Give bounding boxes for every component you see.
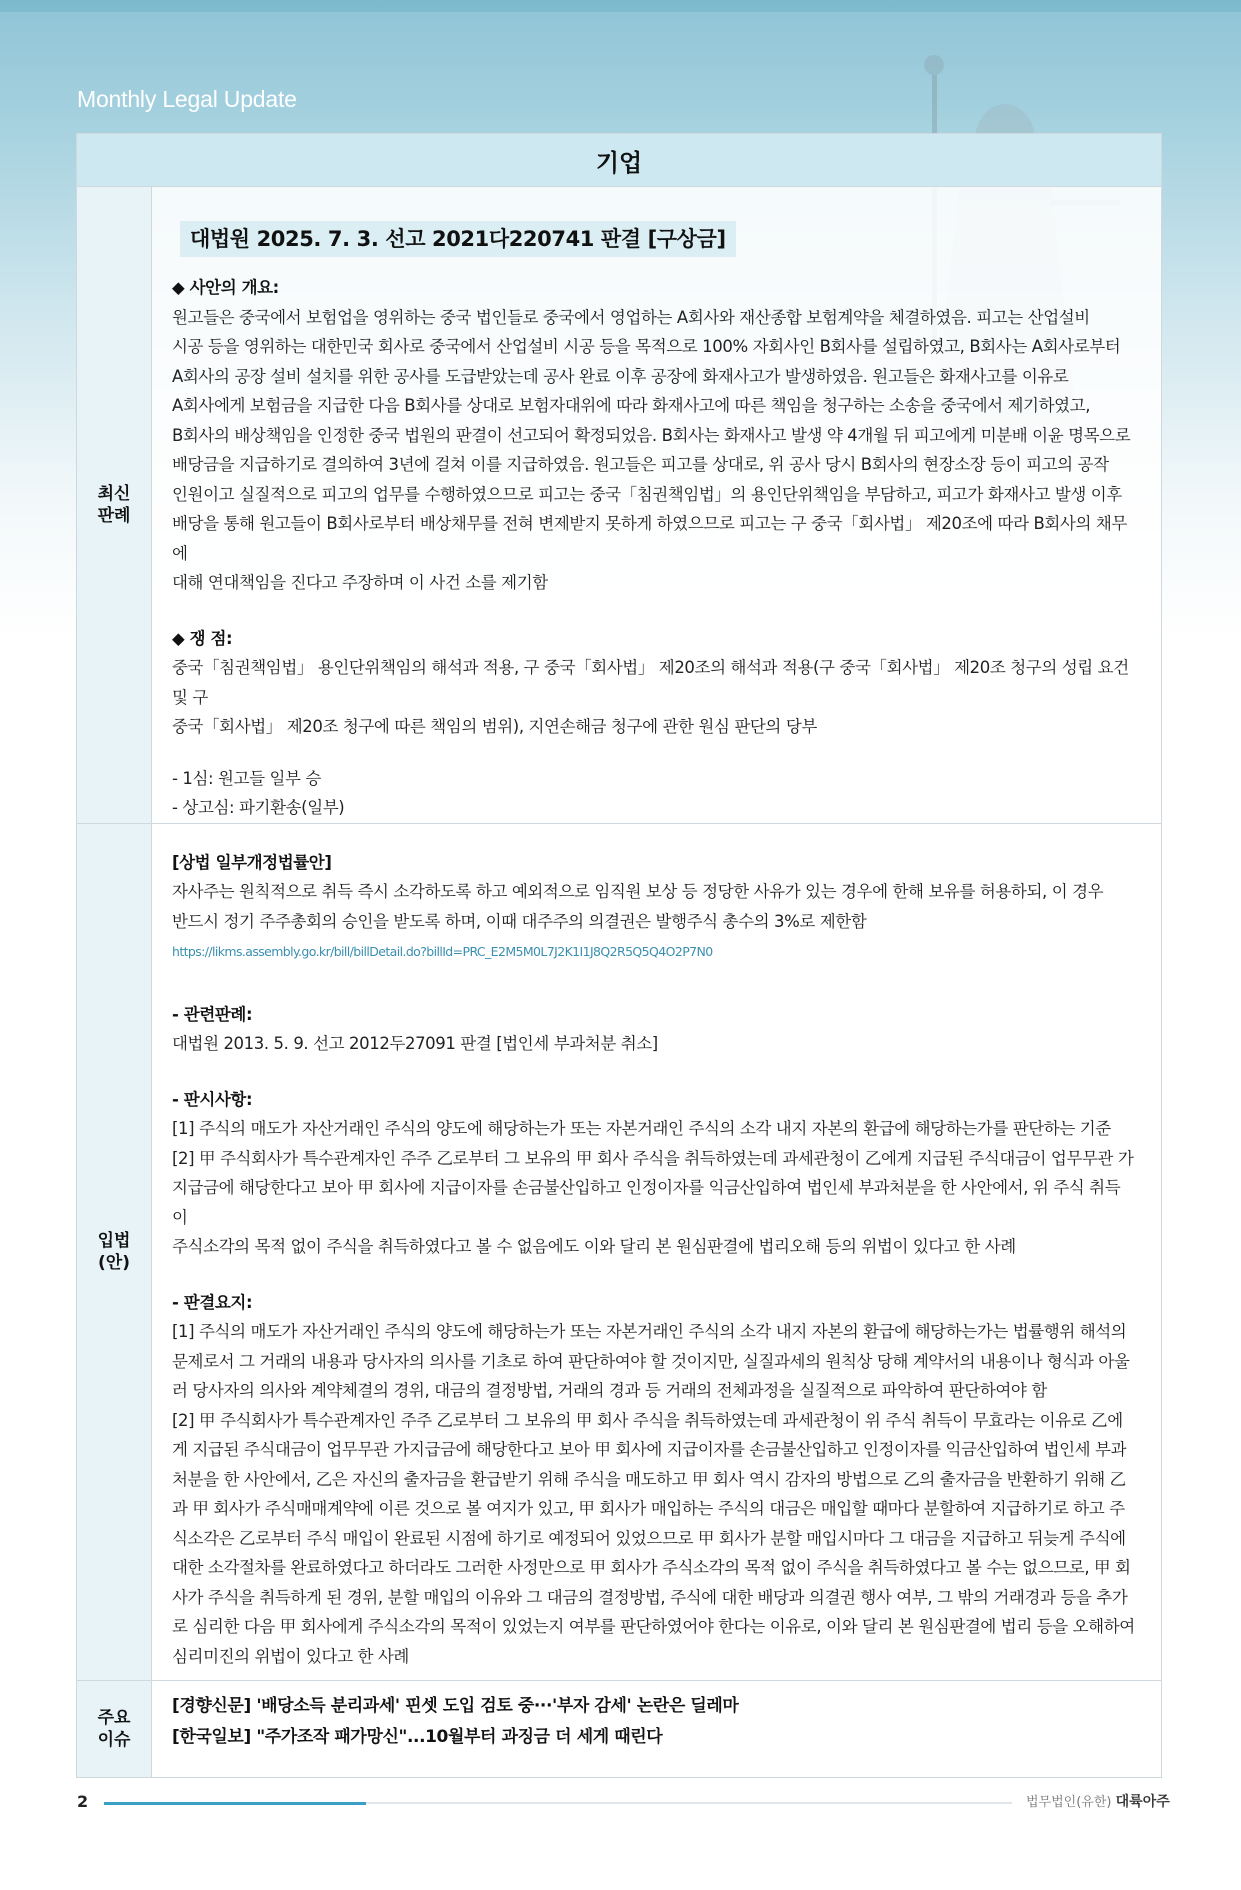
ruling-list [172,764,1135,823]
bill-title: [상법 일부개정법률안] [172,852,332,872]
summary-heading: ◆ 사안의 개요: [172,278,279,297]
ruling-appeal: - 상고심: 파기환송(일부) [172,798,345,817]
gist-heading: - 판결요지: [172,1292,253,1312]
related-case-heading: - 관련판례: [172,1004,253,1024]
legislation-content: [상법 일부개정법률안] 자사주는 원칙적으로 취득 즉시 소각하도록 하고 예외적으로 임직원 보상 등 정당한 사유가 있는 경우에 한해 보유를 허용하되, 이 경우 반드시 정기 주주총회의 승인을 받도록 하며, 이때 대주주의 의결권은 발행주식 총수의 3%로 제한함 https://likms.assembly.go.kr/bill/billDetail.do?billId=PRC_E2M5M0L7J2K1I1J8Q2R5Q5Q4O2P7N0 - 관련판례: 대법원 2013. 5. 9. 선고 2012두27091 판결 [법인세 부과처분 취소] - 판시사항: [1] 주식의 매도가 자산거래인 주식의 양도에 해당하는가 또는 자본거래인 주식의 소각 내지 자본의 환급에 해당하는가를 판단하는 기준 [2] 甲 주식회사가 특수관계자인 주주 乙로부터 그 보유의 甲 회사 주식을 취득하였는데 과세관청이 乙에게 지급된 주식대금이 업무무관 가 지급금에 해당한다고 보아 甲 회사에 지급이자를 손금불산입하고 인정이자를 익금산입하여 법인세 부과처분을 한 사안에서, 위 주식 취득이 주식소각의 목적 없이 주식을 취득하였다고 볼 수 없음에도 이와 달리 본 원심판결에 법리오해 등의 위법이 있다고 한 사례 - 판결요지: [1] 주식의 매도가 자산거래인 주식의 양도에 해당하는가 또는 자본거래인 주식의 소각 내지 자본의 환급에 해당하는가는 법률행위 해석의 문제로서 그 거래의 내용과 당사자의 의사를 기초로 하여 판단하여야 할 것이지만, 실질과세의 원칙상 당해 계약서의 내용이나 형식과 아울 러 당사자의 의사와 계약체결의 경위, 대금의 결정방법, 거래의 경과 등 거래의 전체과정을 실질적으로 파악하여 판단하여야 함 [2] 甲 주식회사가 특수관계자인 주주 乙로부터 그 보유의 甲 회사 주식을 취득하였는데 과세관청이 위 주식 취득이 무효라는 이유로 乙에 게 지급된 주식대금이 업무무관 가지급금에 해당한다고 보아 甲 회사에 지급이자를 손금불산입하고 인정이자를 익금산입하여 법인세 부과 처분을 한 사안에서, 乙은 자신의 출자금을 환급받기 위해 주식을 매도하고 甲 회사 역시 감자의 방법으로 乙의 출자금을 반환하기 위해 乙 과 甲 회사가 주식매매계약에 이른 것으로 볼 여지가 있고, 甲 회사가 매입하는 주식의 대금은 매입할 때마다 분할하여 지급하기로 하고 주 식소각은 乙로부터 주식 매입이 완료된 시점에 하기로 예정되어 있었으므로 甲 회사가 분할 매입시마다 그 대금을 지급하고 뒤늦게 주식에 대한 소각절차를 완료하였다고 하더라도 그러한 사정만으로 甲 회사가 주식소각의 목적 없이 주식을 취득하였다고 볼 수는 없으므로, 甲 회 사가 주식을 취득하게 된 경위, 분할 매입의 이유와 그 대금의 결정방법, 주식에 대한 배당과 의결권 행사 여부, 그 밖의 거래경과 등을 추가 로 심리한 다음 甲 회사에게 주식소각의 목적이 있었는지 여부를 판단하였어야 한다는 이유로, 이와 달리 본 원심판결에 법리 등을 오해하여 심리미진의 위법이 있다고 한 사례 [152,823,1162,1680]
issue-heading: ◆ 쟁 점: [172,628,233,648]
holdings-text: [1] 주식의 매도가 자산거래인 주식의 양도에 해당하는가 또는 자본거래인 주식의 소각 내지 자본의 환급에 해당하는가를 판단하는 기준 [2] 甲 주식회사가 특수관계자인 주주 乙로부터 그 보유의 甲 회사 주식을 취득하였는데 과세관청이 乙에게 지급된 주식대금이 업무무관 가 지급금에 해당한다고 보아 甲 회사에 지급이자를 손금불산입하고 인정이자를 익금산입하여 법인세 부과처분을 한 사안에서, 위 주식 취득이 주식소각의 목적 없이 주식을 취득하였다고 볼 수 없음에도 이와 달리 본 원심판결에 법리오해 등의 위법이 있다고 한 사례 [172,1119,1134,1256]
news-link-2[interactable]: [한국일보] "주가조작 패가망신"...10월부터 과징금 더 세게 때린다 [172,1726,663,1747]
related-case: 대법원 2013. 5. 9. 선고 2012두27091 판결 [법인세 부과처분 취소] [172,1034,658,1053]
summary-text: 원고들은 중국에서 보험업을 영위하는 중국 법인들로 중국에서 영업하는 A회사와 재산종합 보험계약을 체결하였음. 피고는 산업설비 시공 등을 영위하는 대한민국 회사로 중국에서 산업설비 시공 등을 목적으로 100% 자회사인 B회사를 설립하였고, B회사는 A회사로부터 A회사의 공장 설비 설치를 위한 공사를 도급받았는데 공사 완료 이후 공장에 화재사고가 발생하였음. 원고들은 화재사고를 이유로 A회사에게 보험금을 지급한 다음 B회사를 상대로 보험자대위에 따라 화재사고에 따른 책임을 청구하는 소송을 중국에서 제기하였고, B회사의 배상책임을 인정한 중국 법원의 판결이 선고되어 확정되었음. B회사는 화재사고 발생 약 4개월 뒤 피고에게 미분배 이윤 명목으로 배당금을 지급하기로 결의하여 3년에 걸쳐 이를 지급하였음. 원고들은 피고를 상대로, 위 공사 당시 B회사의 현장소장 등이 피고의 공작 인원이고 실질적으로 피고의 업무를 수행하였으므로 피고는 중국「침권책임법」의 용인단위책임을 부담하고, 피고가 화재사고 발생 이후 배당을 통해 원고들이 B회사로부터 배상채무를 전혀 변제받지 못하게 하였으므로 피고는 구 중국「회사법」 제20조에 따라 B회사의 채무에 대해 연대책임을 진다고 주장하며 이 사건 소를 제기함 [172,307,1131,592]
header-title: Monthly Legal Update [77,86,297,112]
issues-content [152,1680,1162,1777]
row-label-case: 최신 판례 [77,187,152,824]
footer-firm: 법무법인(유한) 대륙아주 [1026,1794,1170,1810]
banner-top-strip [0,0,1241,12]
case-content [152,187,1162,824]
case-title: 대법원 2025. 7. 3. 선고 2021다220741 판결 [구상금] [180,221,736,257]
issue-text: 중국「침권책임법」 용인단위책임의 해석과 적용, 구 중국「회사법」 제20조의 해석과 적용(구 중국「회사법」 제20조 청구의 성립 요건 및 구 중국「회사법」 제20조 청구에 따른 책임의 범위), 지연손해금 청구에 관한 원심 판단의 당부 [172,658,1129,736]
table-heading: 기업 [77,134,1162,187]
gist-text: [1] 주식의 매도가 자산거래인 주식의 양도에 해당하는가 또는 자본거래인 주식의 소각 내지 자본의 환급에 해당하는가는 법률행위 해석의 문제로서 그 거래의 내용과 당사자의 의사를 기초로 하여 판단하여야 할 것이지만, 실질과세의 원칙상 당해 계약서의 내용이나 형식과 아울 러 당사자의 의사와 계약체결의 경위, 대금의 결정방법, 거래의 경과 등 거래의 전체과정을 실질적으로 파악하여 판단하여야 함 [2] 甲 주식회사가 특수관계자인 주주 乙로부터 그 보유의 甲 회사 주식을 취득하였는데 과세관청이 위 주식 취득이 무효라는 이유로 乙에 게 지급된 주식대금이 업무무관 가지급금에 해당한다고 보아 甲 회사에 지급이자를 손금불산입하고 인정이자를 익금산입하여 법인세 부과 처분을 한 사안에서, 乙은 자신의 출자금을 환급받기 위해 주식을 매도하고 甲 회사 역시 감자의 방법으로 乙의 출자금을 반환하기 위해 乙 과 甲 회사가 주식매매계약에 이른 것으로 볼 여지가 있고, 甲 회사가 매입하는 주식의 대금은 매입할 때마다 분할하여 지급하기로 하고 주 식소각은 乙로부터 주식 매입이 완료된 시점에 하기로 예정되어 있었으므로 甲 회사가 분할 매입시마다 그 대금을 지급하고 뒤늦게 주식에 대한 소각절차를 완료하였다고 하더라도 그러한 사정만으로 甲 회사가 주식소각의 목적 없이 주식을 취득하였다고 볼 수는 없으므로, 甲 회 사가 주식을 취득하게 된 경위, 분할 매입의 이유와 그 대금의 결정방법, 주식에 대한 배당과 의결권 행사 여부, 그 밖의 거래경과 등을 추가 로 심리한 다음 甲 회사에게 주식소각의 목적이 있었는지 여부를 판단하였어야 한다는 이유로, 이와 달리 본 원심판결에 법리 등을 오해하여 심리미진의 위법이 있다고 한 사례 [172,1322,1135,1666]
table-row-case [77,187,1162,824]
row-label-issues: 주요 이슈 [77,1680,152,1777]
footer-divider [104,1802,1012,1804]
page-number: 2 [77,1792,89,1811]
bill-link[interactable]: https://likms.assembly.go.kr/bill/billDetail.do?billId=PRC_E2M5M0L7J2K1I1J8Q2R5Q5Q4O2P7N0 [172,944,713,959]
holdings-heading: - 판시사항: [172,1089,253,1109]
legal-update-table [76,133,1162,1778]
news-link-1[interactable]: [경향신문] '배당소득 분리과세' 핀셋 도입 검토 중···'부자 감세' 논란은 딜레마 [172,1695,739,1716]
table-row-legislation [77,823,1162,1680]
row-label-legislation: 입법 (안) [77,823,152,1680]
ruling-first-instance: - 1심: 원고들 일부 승 [172,768,321,788]
table-row-issues [77,1680,1162,1777]
